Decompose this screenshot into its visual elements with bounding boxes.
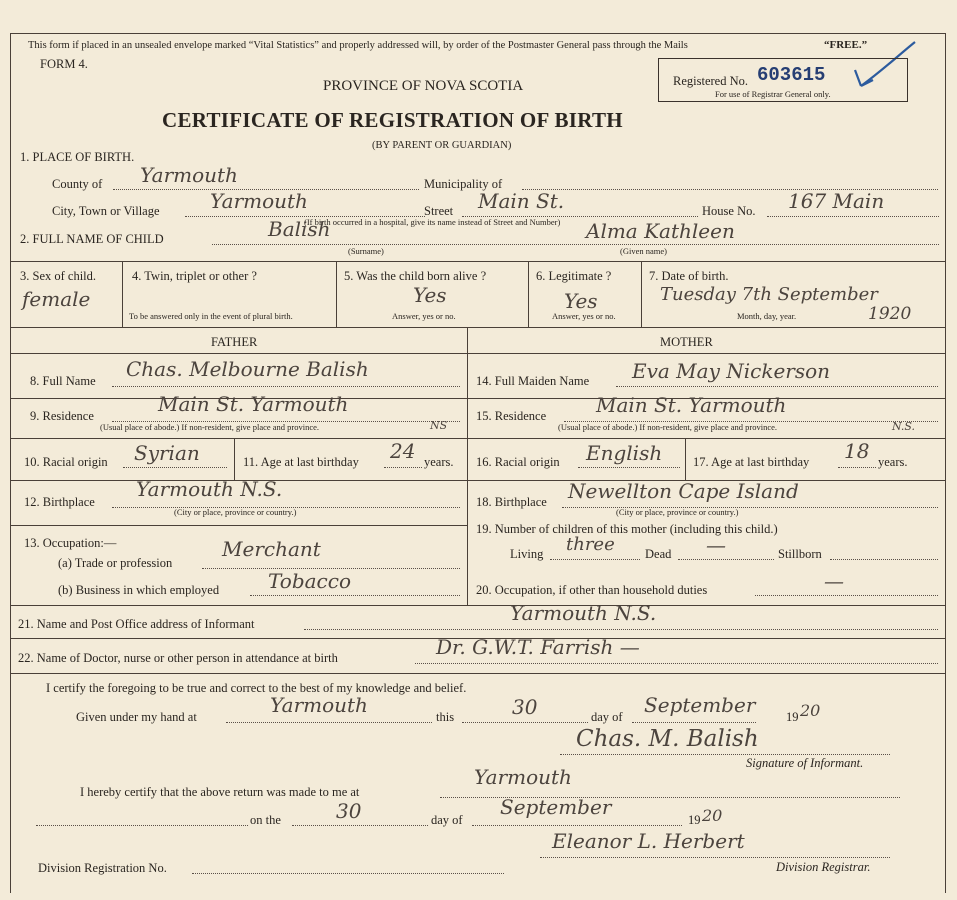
form-number: FORM 4. <box>40 57 88 71</box>
mother-residence-note: (Usual place of abode.) If non-resident, give place and province. <box>558 422 778 432</box>
municipality-label: Municipality of <box>424 177 503 191</box>
mother-residence-extra: N.S. <box>892 420 916 433</box>
father-birthplace-label: 12. Birthplace <box>24 495 95 509</box>
father-age-unit: years. <box>424 455 454 469</box>
mother-age-unit: years. <box>878 455 908 469</box>
date-value: Tuesday 7th September <box>660 284 878 305</box>
hospital-note: (If birth occurred in a hospital, give its name instead of Street and Number) <box>304 217 561 227</box>
doctor-value: Dr. G.W.T. Farrish — <box>436 635 640 659</box>
house-value: 167 Main <box>788 189 885 213</box>
father-age-value: 24 <box>390 439 416 463</box>
sex-label: 3. Sex of child. <box>20 269 97 283</box>
mother-birthplace-note: (City or place, province or country.) <box>616 507 739 517</box>
twin-label: 4. Twin, triplet or other ? <box>132 269 257 283</box>
mother-dead-value: — <box>706 533 726 557</box>
mother-occupation-label: 20. Occupation, if other than household duties <box>476 583 708 597</box>
registrar-year-value: 20 <box>702 806 723 825</box>
mail-free: “FREE.” <box>824 39 868 51</box>
given-year-value: 20 <box>800 701 821 720</box>
father-birthplace-note: (City or place, province or country.) <box>174 507 297 517</box>
mother-birthplace-value: Newellton Cape Island <box>568 479 799 503</box>
child-given-value: Alma Kathleen <box>586 219 735 243</box>
father-birthplace-value: Yarmouth N.S. <box>136 477 283 501</box>
mother-dead-label: Dead <box>645 547 672 561</box>
surname-note: (Surname) <box>348 246 384 256</box>
registrar-place-value: Yarmouth <box>474 765 572 789</box>
mother-racial-value: English <box>586 441 663 465</box>
legitimate-note: Answer, yes or no. <box>552 311 616 321</box>
twin-note: To be answered only in the event of plural birth. <box>129 311 293 321</box>
date-label: 7. Date of birth. <box>649 269 729 283</box>
doctor-label: 22. Name of Doctor, nurse or other person in attendance at birth <box>18 651 338 665</box>
street-label: Street <box>424 204 454 218</box>
registrar-signature: Eleanor L. Herbert <box>552 829 745 853</box>
registrar-note: For use of Registrar General only. <box>715 89 831 99</box>
legitimate-label: 6. Legitimate ? <box>536 269 612 283</box>
city-value: Yarmouth <box>210 189 308 213</box>
signature-informant-label: Signature of Informant. <box>746 756 864 770</box>
given-day-value: 30 <box>512 695 538 719</box>
given-name-note: (Given name) <box>620 246 667 256</box>
mother-age-value: 18 <box>844 439 870 463</box>
city-label: City, Town or Village <box>52 204 160 218</box>
certify-statement: I certify the foregoing to be true and correct to the best of my knowledge and belief. <box>46 681 467 695</box>
father-racial-label: 10. Racial origin <box>24 455 108 469</box>
father-name-value: Chas. Melbourne Balish <box>126 357 369 381</box>
informant-label: 21. Name and Post Office address of Informant <box>18 617 255 631</box>
alive-label: 5. Was the child born alive ? <box>344 269 487 283</box>
street-value: Main St. <box>478 189 565 213</box>
registrar-month-value: September <box>500 795 612 819</box>
father-name-label: 8. Full Name <box>30 374 96 388</box>
mother-name-label: 14. Full Maiden Name <box>476 374 590 388</box>
father-racial-value: Syrian <box>134 441 200 465</box>
county-value: Yarmouth <box>140 163 238 187</box>
registered-label: Registered No. <box>673 74 748 88</box>
date-note: Month, day, year. <box>737 311 797 321</box>
certificate-title: CERTIFICATE OF REGISTRATION OF BIRTH <box>162 108 623 132</box>
father-heading: FATHER <box>211 335 258 349</box>
sex-value: female <box>22 287 91 311</box>
mother-living-value: three <box>566 534 615 555</box>
father-trade-value: Merchant <box>222 537 321 561</box>
father-business-label: (b) Business in which employed <box>58 583 220 597</box>
father-residence-note: (Usual place of abode.) If non-resident, give place and province. <box>100 422 320 432</box>
father-business-value: Tobacco <box>268 569 351 593</box>
father-residence-extra: NS <box>430 419 448 432</box>
this-label: this <box>436 710 455 724</box>
father-age-label: 11. Age at last birthday <box>243 455 359 469</box>
father-occupation-label: 13. Occupation:— <box>24 536 117 550</box>
registrar-statement: I hereby certify that the above return was made to me at <box>80 785 360 799</box>
child-name-label: 2. FULL NAME OF CHILD <box>20 232 164 246</box>
county-label: County of <box>52 177 103 191</box>
registered-box <box>658 58 908 102</box>
mother-name-value: Eva May Nickerson <box>632 359 831 383</box>
division-registration-label: Division Registration No. <box>38 861 167 875</box>
mother-living-label: Living <box>510 547 544 561</box>
father-residence-label: 9. Residence <box>30 409 94 423</box>
given-day-of-label: day of <box>591 710 623 724</box>
registrar-day-of-label: day of <box>431 813 463 827</box>
child-surname-value: Balish <box>268 217 331 241</box>
place-of-birth-heading: 1. PLACE OF BIRTH. <box>20 150 135 164</box>
alive-value: Yes <box>413 283 447 307</box>
informant-signature: Chas. M. Balish <box>576 726 759 752</box>
mail-notice: This form if placed in an unsealed envelope marked “Vital Statistics” and properly addressed will, by order of the Postmaster General pass through the Mails <box>28 40 688 51</box>
legitimate-value: Yes <box>564 289 598 313</box>
mother-residence-value: Main St. Yarmouth <box>596 393 787 417</box>
mother-residence-label: 15. Residence <box>476 409 547 423</box>
given-label: Given under my hand at <box>76 710 197 724</box>
given-place-value: Yarmouth <box>270 693 368 717</box>
registrar-day-value: 30 <box>336 799 362 823</box>
registrar-year-prefix: 19 <box>688 813 701 827</box>
on-the-label: on the <box>250 813 281 827</box>
division-registrar-label: Division Registrar. <box>776 860 871 874</box>
given-month-value: September <box>644 693 756 717</box>
year-value: 1920 <box>868 304 912 324</box>
mother-stillborn-label: Stillborn <box>778 547 822 561</box>
mother-occupation-value: — <box>824 569 844 593</box>
left-border <box>10 33 11 893</box>
mother-birthplace-label: 18. Birthplace <box>476 495 547 509</box>
father-residence-value: Main St. Yarmouth <box>158 392 349 416</box>
province-heading: PROVINCE OF NOVA SCOTIA <box>323 78 524 94</box>
certificate-subtitle: (BY PARENT OR GUARDIAN) <box>372 140 512 151</box>
alive-note: Answer, yes or no. <box>392 311 456 321</box>
mother-heading: MOTHER <box>660 335 713 349</box>
mother-age-label: 17. Age at last birthday <box>693 455 810 469</box>
top-border <box>10 33 946 34</box>
mother-children-label: 19. Number of children of this mother (including this child.) <box>476 522 778 536</box>
right-border <box>945 33 946 893</box>
informant-value: Yarmouth N.S. <box>510 601 657 625</box>
father-trade-label: (a) Trade or profession <box>58 556 173 570</box>
house-label: House No. <box>702 204 756 218</box>
given-year-prefix: 19 <box>786 710 799 724</box>
registered-number: 603615 <box>757 64 826 86</box>
mother-racial-label: 16. Racial origin <box>476 455 560 469</box>
